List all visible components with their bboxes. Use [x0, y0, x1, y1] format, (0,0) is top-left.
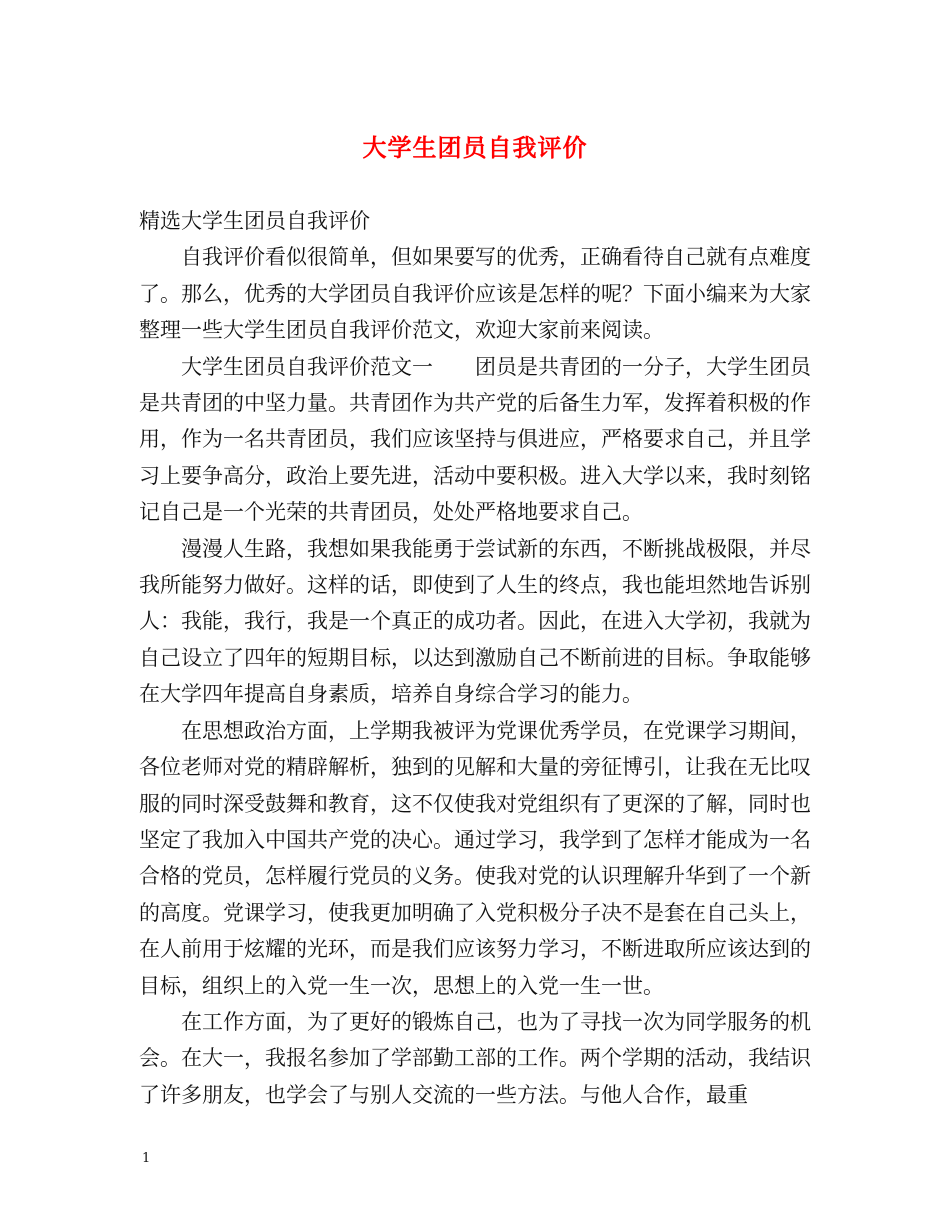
- paragraph-political: 在思想政治方面，上学期我被评为党课优秀学员，在党课学习期间，各位老师对党的精辟解析，独到的见解和大量的旁征博引，让我在无比叹服的同时深受鼓舞和教育，这不仅使我对党组织有了更深的了解，同时也坚定了我加入中国共产党的决心。通过学习，我学到了怎样才能成为一名合格的党员，怎样履行党员的义务。使我对党的认识理解升华到了一个新的高度。党课学习，使我更加明确了入党积极分子决不是套在自己头上，在人前用于炫耀的光环，而是我们应该努力学习，不断进取所应该达到的目标，组织上的入党一生一次，思想上的入党一生一世。: [139, 718, 811, 998]
- page-number: 1: [142, 1151, 151, 1166]
- paragraph-sample-one: 大学生团员自我评价范文一 团员是共青团的一分子，大学生团员是共青团的中坚力量。共青团作为共产党的后备生力军，发挥着积极的作用，作为一名共青团员，我们应该坚持与俱进应，严格要求自己，并且学习上要争高分，政治上要先进，活动中要积极。进入大学以来，我时刻铭记自己是一个光荣的共青团员，处处严格地要求自己。: [139, 354, 811, 525]
- subtitle-line: 精选大学生团员自我评价: [139, 209, 370, 233]
- paragraph-work: 在工作方面，为了更好的锻炼自己，也为了寻找一次为同学服务的机会。在大一，我报名参加了学部勤工部的工作。两个学期的活动，我结识了许多朋友，也学会了与别人交流的一些方法。与他人合作，最重: [139, 1009, 811, 1107]
- paragraph-intro: 自我评价看似很简单，但如果要写的优秀，正确看待自己就有点难度了。那么，优秀的大学团员自我评价应该是怎样的呢？下面小编来为大家整理一些大学生团员自我评价范文，欢迎大家前来阅读。: [139, 245, 811, 343]
- document-body: [139, 203, 811, 1113]
- document-title: 大学生团员自我评价: [362, 133, 588, 162]
- paragraph-life-goals: 漫漫人生路，我想如果我能勇于尝试新的东西，不断挑战极限，并尽我所能努力做好。这样的话，即使到了人生的终点，我也能坦然地告诉别人：我能，我行，我是一个真正的成功者。因此，在进入大学初，我就为自己设立了四年的短期目标，以达到激励自己不断前进的目标。争取能够在大学四年提高自身素质，培养自身综合学习的能力。: [139, 536, 811, 707]
